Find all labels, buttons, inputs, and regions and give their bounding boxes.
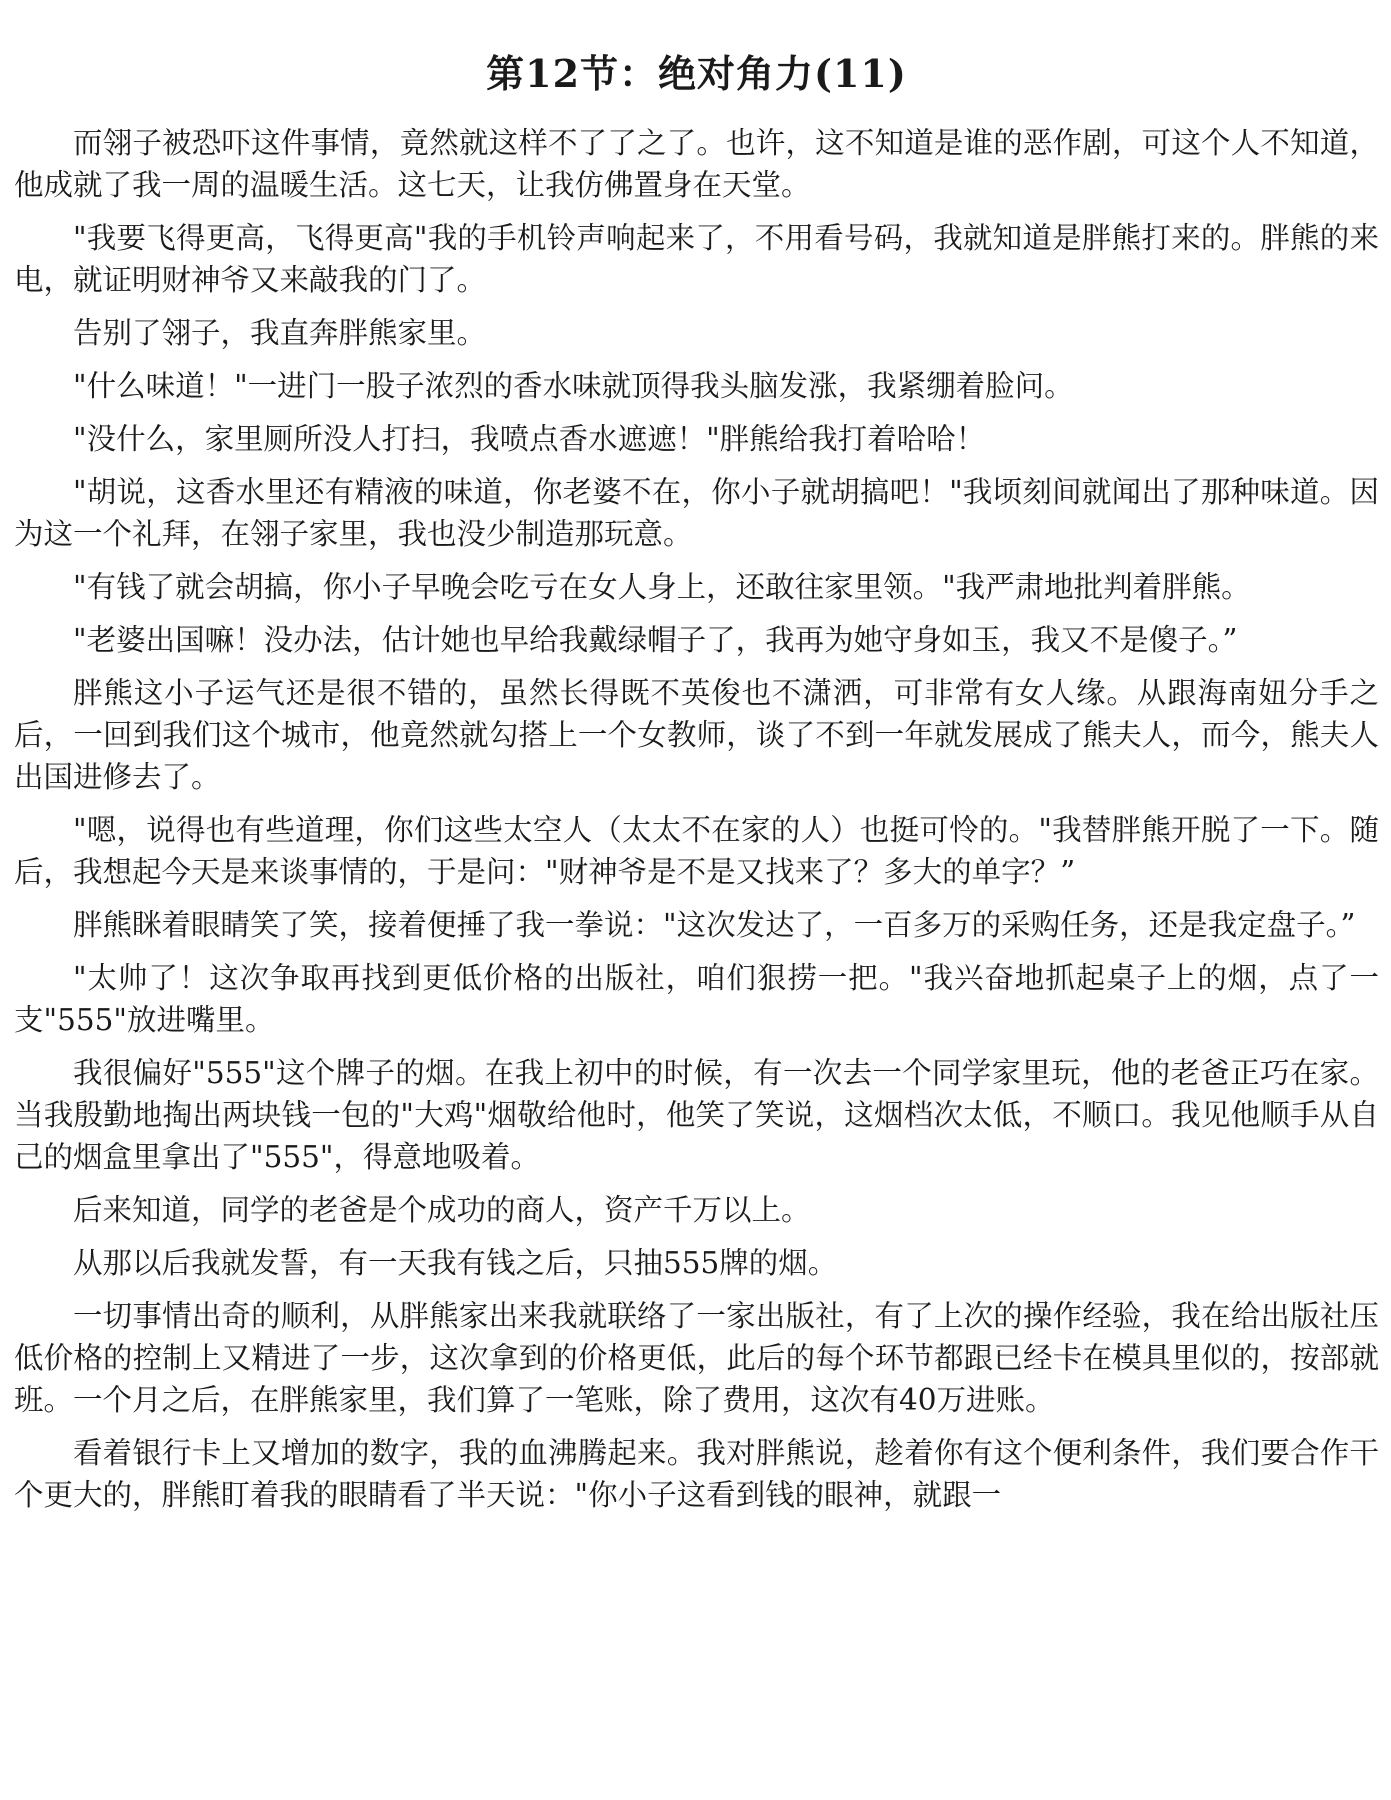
paragraph: "有钱了就会胡搞，你小子早晚会吃亏在女人身上，还敢往家里领。"我严肃地批判着胖熊。 [73,570,1251,604]
paragraph: 我很偏好"555"这个牌子的烟。在我上初中的时候，有一次去一个同学家里玩，他的老爸正巧在家。当我殷勤地掏出两块钱一包的"大鸡"烟敬给他时，他笑了笑说，这烟档次太低，不顺口。我见他顺手从自己的烟盒里拿出了"555"，得意地吸着。 [14,1056,1379,1174]
body-text [14,122,1379,1516]
chapter-title: 第12节：绝对角力(11) [486,51,907,96]
paragraph: "嗯，说得也有些道理，你们这些太空人（太太不在家的人）也挺可怜的。"我替胖熊开脱了一下。随后，我想起今天是来谈事情的，于是问："财神爷是不是又找来了？多大的单字？” [14,813,1379,889]
paragraph: "胡说，这香水里还有精液的味道，你老婆不在，你小子就胡搞吧！"我顷刻间就闻出了那种味道。因为这一个礼拜，在翎子家里，我也没少制造那玩意。 [14,475,1379,551]
paragraph: "我要飞得更高，飞得更高"我的手机铃声响起来了，不用看号码，我就知道是胖熊打来的。胖熊的来电，就证明财神爷又来敲我的门了。 [14,221,1379,297]
paragraph: 看着银行卡上又增加的数字，我的血沸腾起来。我对胖熊说，趁着你有这个便利条件，我们要合作干个更大的，胖熊盯着我的眼睛看了半天说："你小子这看到钱的眼神，就跟一 [14,1436,1379,1512]
paragraph: "没什么，家里厕所没人打扫，我喷点香水遮遮！"胖熊给我打着哈哈！ [73,422,986,456]
paragraph: "什么味道！"一进门一股子浓烈的香水味就顶得我头脑发涨，我紧绷着脸问。 [73,369,1074,403]
paragraph: 从那以后我就发誓，有一天我有钱之后，只抽555牌的烟。 [73,1246,838,1280]
paragraph: "老婆出国嘛！没办法，估计她也早给我戴绿帽子了，我再为她守身如玉，我又不是傻子。” [73,623,1238,657]
paragraph: 胖熊眯着眼睛笑了笑，接着便捶了我一拳说："这次发达了，一百多万的采购任务，还是我定盘子。” [73,908,1356,942]
paragraph: 一切事情出奇的顺利，从胖熊家出来我就联络了一家出版社，有了上次的操作经验，我在给出版社压低价格的控制上又精进了一步，这次拿到的价格更低，此后的每个环节都跟已经卡在模具里似的，按部就班。一个月之后，在胖熊家里，我们算了一笔账，除了费用，这次有40万进账。 [14,1299,1379,1417]
paragraph: 而翎子被恐吓这件事情，竟然就这样不了了之了。也许，这不知道是谁的恶作剧，可这个人不知道，他成就了我一周的温暖生活。这七天，让我仿佛置身在天堂。 [14,126,1379,202]
paragraph: 告别了翎子，我直奔胖熊家里。 [73,316,487,350]
paragraph: "太帅了！这次争取再找到更低价格的出版社，咱们狠捞一把。"我兴奋地抓起桌子上的烟，点了一支"555"放进嘴里。 [14,961,1379,1037]
paragraph: 后来知道，同学的老爸是个成功的商人，资产千万以上。 [73,1193,811,1227]
paragraph: 胖熊这小子运气还是很不错的，虽然长得既不英俊也不潇洒，可非常有女人缘。从跟海南妞分手之后，一回到我们这个城市，他竟然就勾搭上一个女教师，谈了不到一年就发展成了熊夫人，而今，熊夫人出国进修去了。 [14,676,1379,794]
